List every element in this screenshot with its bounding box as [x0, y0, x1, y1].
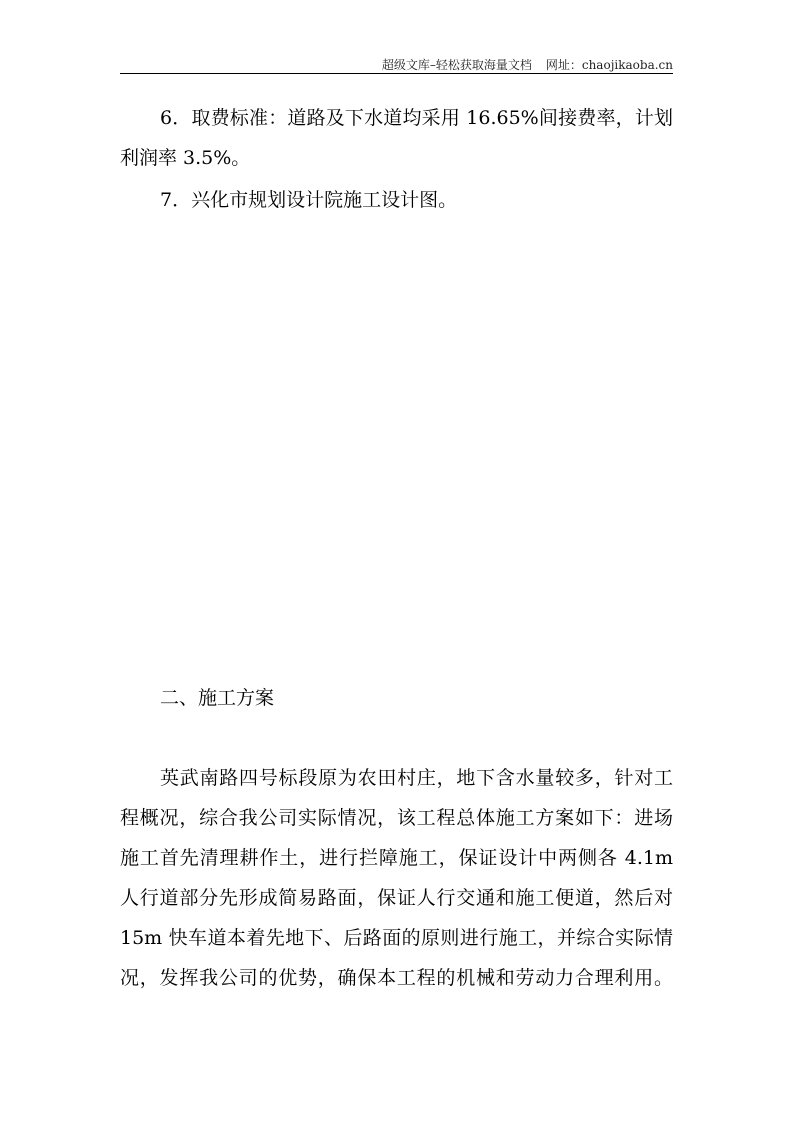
paragraph-line: 15m 快车道本着先地下、后路面的原则进行施工，并综合实际情 [120, 927, 673, 949]
paragraph-line: 施工首先清理耕作土，进行拦障施工，保证设计中两侧各 4.1m [120, 847, 673, 869]
paragraph-line: 程概况，综合我公司实际情况，该工程总体施工方案如下：进场 [120, 807, 673, 829]
page-header [120, 56, 673, 73]
header-rule [120, 73, 673, 74]
paragraph-line: 况，发挥我公司的优势，确保本工程的机械和劳动力合理利用。 [120, 967, 673, 989]
item6-line-2: 利润率 3.5%。 [120, 147, 251, 169]
paragraph-line: 英武南路四号标段原为农田村庄，地下含水量较多，针对工 [160, 767, 673, 789]
header-site-name: 超级文库–轻松获取海量文档 [381, 58, 532, 72]
section-heading: 二、施工方案 [160, 687, 275, 709]
item7: 7．兴化市规划设计院施工设计图。 [160, 189, 458, 211]
header-url: 网址：chaojikaoba.cn [545, 58, 673, 72]
paragraph-line: 人行道部分先形成简易路面，保证人行交通和施工便道，然后对 [120, 887, 673, 909]
item6-line-1: 6．取费标准：道路及下水道均采用 16.65%间接费率，计划 [160, 107, 673, 129]
